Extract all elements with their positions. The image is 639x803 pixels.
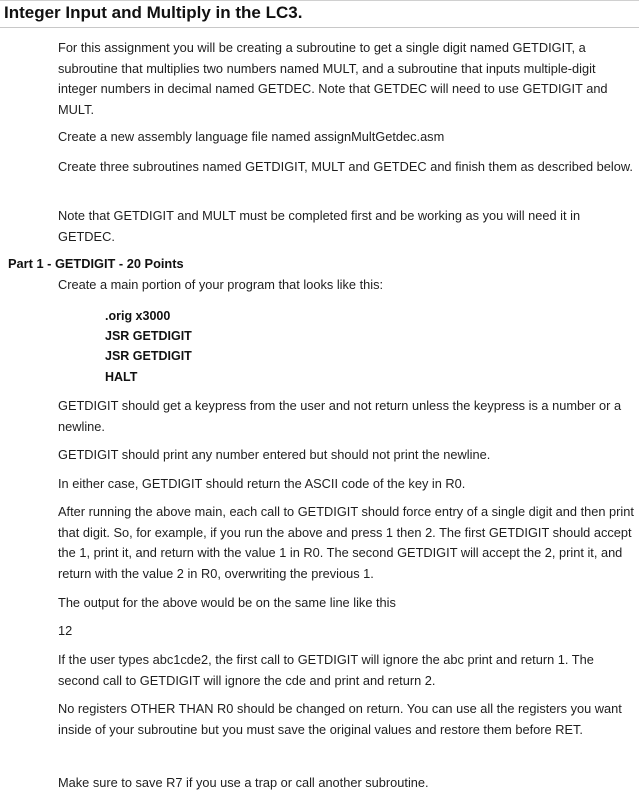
title-underline [0, 27, 639, 28]
intro-paragraph-3: Create three subroutines named GETDIGIT, MULT and GETDEC and finish them as described below. [58, 159, 633, 174]
code-line: JSR GETDIGIT [105, 329, 192, 343]
top-rule [0, 0, 639, 1]
code-line: JSR GETDIGIT [105, 349, 192, 363]
part1-paragraph: No registers OTHER THAN R0 should be changed on return. You can use all the registers you want inside of your subroutine but you must save the original values and restore them before RET. [58, 701, 622, 737]
intro-paragraph-4: Note that GETDIGIT and MULT must be completed first and be working as you will need it in GETDEC. [58, 208, 581, 244]
part1-paragraph: After running the above main, each call to GETDIGIT should force entry of a single digit and then print that digit. So, for example, if you run the above and press 1 then 2. The first GETDIGIT should accept the 1, print it, and return with the value 1 in R0. The second GETDIGIT will accept the 2, print it, and return with the value 2 in R0, overwriting the previous 1. [58, 504, 634, 581]
part1-paragraph: Make sure to save R7 if you use a trap or call another subroutine. [58, 775, 429, 790]
intro-paragraph-1: For this assignment you will be creating a subroutine to get a single digit named GETDIGIT, a subroutine that multiplies two numbers named MULT, and a subroutine that inputs multiple-digit integer numbers in decimal named GETDEC. Note that GETDEC will need to use GETDIGIT and MULT. [58, 40, 608, 117]
part1-heading: Part 1 - GETDIGIT - 20 Points [8, 256, 184, 271]
part1-lead: Create a main portion of your program that looks like this: [58, 277, 384, 292]
part1-paragraph: If the user types abc1cde2, the first call to GETDIGIT will ignore the abc print and return 1. The second call to GETDIGIT will ignore the cde and print and return 2. [58, 652, 594, 688]
example-output: 12 [58, 623, 73, 638]
intro-paragraph-2: Create a new assembly language file named assignMultGetdec.asm [58, 129, 445, 144]
part1-paragraph: GETDIGIT should print any number entered but should not print the newline. [58, 447, 491, 462]
part1-paragraph: The output for the above would be on the same line like this [58, 595, 396, 610]
document-title: Integer Input and Multiply in the LC3. [4, 3, 303, 22]
code-line: HALT [105, 370, 138, 384]
part1-paragraph: GETDIGIT should get a keypress from the user and not return unless the keypress is a number or a newline. [58, 398, 622, 434]
code-line: .orig x3000 [105, 309, 171, 323]
part1-paragraph: In either case, GETDIGIT should return the ASCII code of the key in R0. [58, 476, 466, 491]
